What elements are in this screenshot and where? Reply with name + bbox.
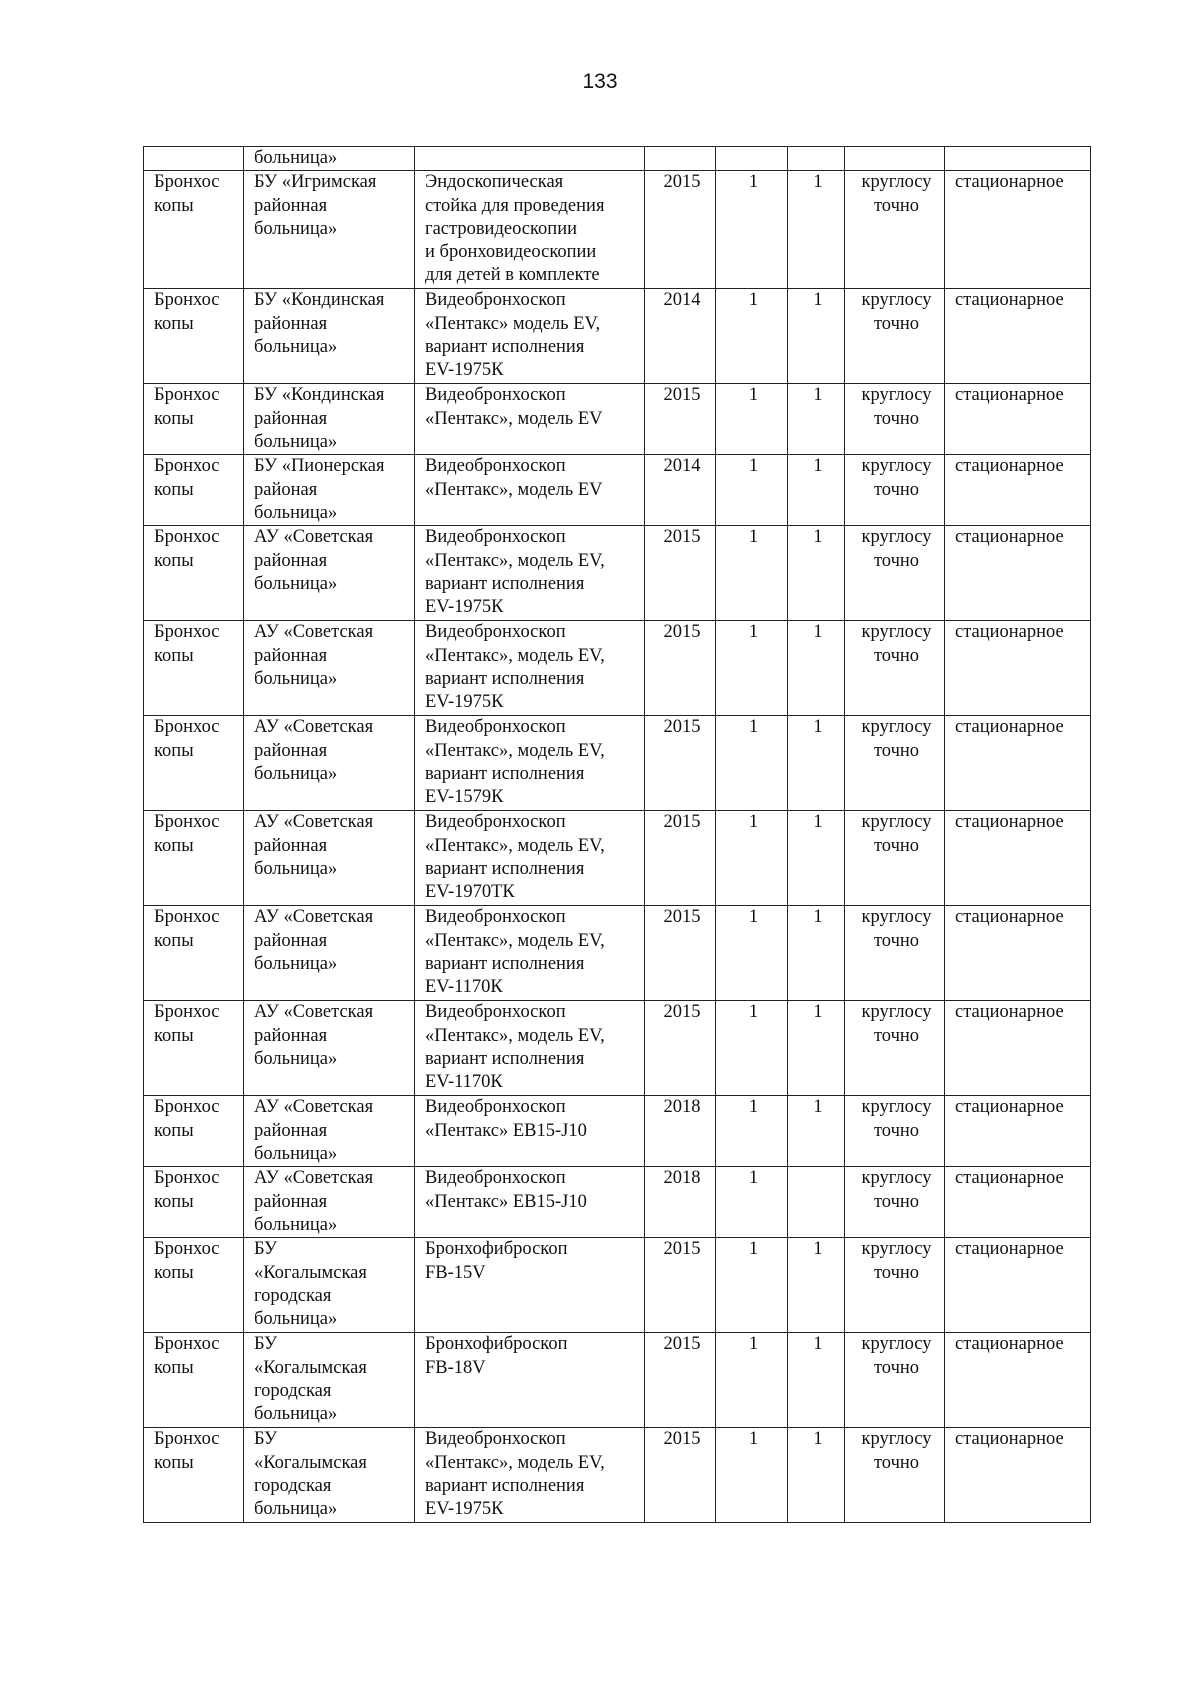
- cell-mode: круглосу точно: [845, 621, 945, 716]
- cell-qty2: 1: [788, 621, 845, 716]
- cell-facility: больница»: [244, 147, 415, 171]
- cell-facility: АУ «Советская районная больница»: [244, 1001, 415, 1096]
- equipment-table: [143, 146, 1091, 1523]
- cell-mode: круглосу точно: [845, 1333, 945, 1428]
- cell-mode: круглосу точно: [845, 1001, 945, 1096]
- cell-qty2: 1: [788, 1001, 845, 1096]
- cell-year: 2018: [645, 1167, 716, 1238]
- cell-type: стационарное: [945, 1333, 1091, 1428]
- cell-equipment: Видеобронхоскоп «Пентакс» EB15-J10: [415, 1167, 645, 1238]
- cell-qty1: 1: [716, 1167, 788, 1238]
- cell-facility: АУ «Советская районная больница»: [244, 526, 415, 621]
- cell-type: стационарное: [945, 621, 1091, 716]
- cell-category: Бронхос копы: [144, 526, 244, 621]
- cell-qty2: 1: [788, 1428, 845, 1523]
- cell-qty1: 1: [716, 716, 788, 811]
- cell-qty2: 1: [788, 716, 845, 811]
- equipment-table-body: [144, 147, 1091, 1523]
- cell-equipment: Эндоскопическая стойка для проведения гастровидеоскопии и бронховидеоскопии для детей в комплекте: [415, 171, 645, 289]
- cell-year: 2015: [645, 526, 716, 621]
- cell-year: 2015: [645, 1428, 716, 1523]
- cell-equipment: Видеобронхоскоп «Пентакс», модель EV, вариант исполнения EV-1170К: [415, 906, 645, 1001]
- cell-category: Бронхос копы: [144, 1096, 244, 1167]
- table-row: [144, 1238, 1091, 1333]
- cell-qty1: 1: [716, 1333, 788, 1428]
- cell-qty2: 1: [788, 1096, 845, 1167]
- cell-type: стационарное: [945, 1428, 1091, 1523]
- cell-type: [945, 147, 1091, 171]
- table-row: [144, 1001, 1091, 1096]
- cell-equipment: Видеобронхоскоп «Пентакс», модель EV, вариант исполнения EV-1975К: [415, 621, 645, 716]
- cell-mode: круглосу точно: [845, 384, 945, 455]
- cell-year: 2015: [645, 716, 716, 811]
- cell-equipment: Видеобронхоскоп «Пентакс», модель EV: [415, 455, 645, 526]
- cell-type: стационарное: [945, 384, 1091, 455]
- cell-equipment: Видеобронхоскоп «Пентакс», модель EV, вариант исполнения EV-1975К: [415, 1428, 645, 1523]
- cell-type: стационарное: [945, 906, 1091, 1001]
- cell-year: 2015: [645, 384, 716, 455]
- table-row-continuation: [144, 147, 1091, 171]
- cell-category: Бронхос копы: [144, 811, 244, 906]
- cell-facility: АУ «Советская районная больница»: [244, 1096, 415, 1167]
- cell-category: Бронхос копы: [144, 384, 244, 455]
- cell-qty1: 1: [716, 384, 788, 455]
- cell-qty2: 1: [788, 289, 845, 384]
- cell-category: Бронхос копы: [144, 716, 244, 811]
- cell-year: 2015: [645, 906, 716, 1001]
- cell-year: 2014: [645, 455, 716, 526]
- table-row: [144, 526, 1091, 621]
- cell-year: 2015: [645, 1238, 716, 1333]
- table-row: [144, 906, 1091, 1001]
- cell-equipment: Видеобронхоскоп «Пентакс», модель EV, вариант исполнения EV-1170К: [415, 1001, 645, 1096]
- cell-qty2: [788, 147, 845, 171]
- table-row: [144, 811, 1091, 906]
- cell-year: 2015: [645, 621, 716, 716]
- cell-mode: круглосу точно: [845, 526, 945, 621]
- cell-year: 2015: [645, 1001, 716, 1096]
- cell-mode: круглосу точно: [845, 1428, 945, 1523]
- table-row: [144, 716, 1091, 811]
- cell-facility: АУ «Советская районная больница»: [244, 906, 415, 1001]
- table-row: [144, 621, 1091, 716]
- cell-year: 2018: [645, 1096, 716, 1167]
- cell-type: стационарное: [945, 171, 1091, 289]
- cell-qty1: 1: [716, 1001, 788, 1096]
- cell-qty2: 1: [788, 906, 845, 1001]
- cell-qty1: 1: [716, 171, 788, 289]
- cell-qty2: 1: [788, 384, 845, 455]
- cell-equipment: Видеобронхоскоп «Пентакс», модель EV, вариант исполнения EV-1975К: [415, 526, 645, 621]
- cell-mode: круглосу точно: [845, 455, 945, 526]
- cell-type: стационарное: [945, 1238, 1091, 1333]
- cell-facility: БУ «Игримская районная больница»: [244, 171, 415, 289]
- cell-category: Бронхос копы: [144, 1167, 244, 1238]
- cell-year: 2015: [645, 811, 716, 906]
- table-row: [144, 384, 1091, 455]
- cell-mode: круглосу точно: [845, 1238, 945, 1333]
- cell-mode: круглосу точно: [845, 289, 945, 384]
- cell-type: стационарное: [945, 1167, 1091, 1238]
- cell-facility: АУ «Советская районная больница»: [244, 811, 415, 906]
- cell-equipment: Видеобронхоскоп «Пентакс», модель EV, вариант исполнения EV-1579К: [415, 716, 645, 811]
- cell-qty2: 1: [788, 526, 845, 621]
- page-number: 133: [582, 70, 618, 93]
- cell-mode: [845, 147, 945, 171]
- cell-facility: БУ «Пионерская районая больница»: [244, 455, 415, 526]
- cell-type: стационарное: [945, 811, 1091, 906]
- cell-facility: БУ «Когалымская городская больница»: [244, 1238, 415, 1333]
- cell-mode: круглосу точно: [845, 716, 945, 811]
- cell-category: Бронхос копы: [144, 1238, 244, 1333]
- cell-facility: АУ «Советская районная больница»: [244, 621, 415, 716]
- cell-category: Бронхос копы: [144, 1001, 244, 1096]
- cell-qty1: 1: [716, 621, 788, 716]
- cell-facility: БУ «Кондинская районная больница»: [244, 289, 415, 384]
- cell-mode: круглосу точно: [845, 1167, 945, 1238]
- cell-qty1: 1: [716, 526, 788, 621]
- cell-qty1: 1: [716, 1096, 788, 1167]
- table-row: [144, 171, 1091, 289]
- table-row: [144, 289, 1091, 384]
- table-row: [144, 455, 1091, 526]
- table-row: [144, 1333, 1091, 1428]
- cell-category: Бронхос копы: [144, 1428, 244, 1523]
- cell-qty2: 1: [788, 455, 845, 526]
- cell-qty1: 1: [716, 289, 788, 384]
- cell-type: стационарное: [945, 526, 1091, 621]
- cell-category: Бронхос копы: [144, 906, 244, 1001]
- cell-qty1: 1: [716, 906, 788, 1001]
- cell-equipment: Бронхофиброскоп FB-15V: [415, 1238, 645, 1333]
- cell-facility: БУ «Кондинская районная больница»: [244, 384, 415, 455]
- cell-year: 2015: [645, 1333, 716, 1428]
- cell-mode: круглосу точно: [845, 906, 945, 1001]
- cell-equipment: Видеобронхоскоп «Пентакс» модель EV, вариант исполнения EV-1975К: [415, 289, 645, 384]
- cell-facility: АУ «Советская районная больница»: [244, 1167, 415, 1238]
- cell-type: стационарное: [945, 289, 1091, 384]
- cell-category: Бронхос копы: [144, 171, 244, 289]
- cell-facility: БУ «Когалымская городская больница»: [244, 1333, 415, 1428]
- cell-type: стационарное: [945, 455, 1091, 526]
- cell-equipment: Бронхофиброскоп FB-18V: [415, 1333, 645, 1428]
- cell-year: [645, 147, 716, 171]
- cell-mode: круглосу точно: [845, 1096, 945, 1167]
- cell-equipment: [415, 147, 645, 171]
- cell-facility: АУ «Советская районная больница»: [244, 716, 415, 811]
- cell-year: 2014: [645, 289, 716, 384]
- cell-category: Бронхос копы: [144, 455, 244, 526]
- cell-category: Бронхос копы: [144, 1333, 244, 1428]
- cell-equipment: Видеобронхоскоп «Пентакс», модель EV, вариант исполнения EV-1970ТК: [415, 811, 645, 906]
- cell-qty1: 1: [716, 811, 788, 906]
- cell-qty2: 1: [788, 171, 845, 289]
- cell-qty2: 1: [788, 1238, 845, 1333]
- table-row: [144, 1167, 1091, 1238]
- cell-qty1: 1: [716, 455, 788, 526]
- cell-qty2: [788, 1167, 845, 1238]
- cell-category: Бронхос копы: [144, 621, 244, 716]
- cell-qty1: 1: [716, 1428, 788, 1523]
- table-row: [144, 1428, 1091, 1523]
- cell-mode: круглосу точно: [845, 811, 945, 906]
- cell-mode: круглосу точно: [845, 171, 945, 289]
- table-row: [144, 1096, 1091, 1167]
- cell-qty2: 1: [788, 1333, 845, 1428]
- cell-equipment: Видеобронхоскоп «Пентакс», модель EV: [415, 384, 645, 455]
- cell-year: 2015: [645, 171, 716, 289]
- cell-type: стационарное: [945, 1001, 1091, 1096]
- cell-equipment: Видеобронхоскоп «Пентакс» EB15-J10: [415, 1096, 645, 1167]
- cell-facility: БУ «Когалымская городская больница»: [244, 1428, 415, 1523]
- cell-type: стационарное: [945, 716, 1091, 811]
- cell-type: стационарное: [945, 1096, 1091, 1167]
- cell-qty1: 1: [716, 1238, 788, 1333]
- cell-qty1: [716, 147, 788, 171]
- cell-category: Бронхос копы: [144, 289, 244, 384]
- cell-category: [144, 147, 244, 171]
- cell-qty2: 1: [788, 811, 845, 906]
